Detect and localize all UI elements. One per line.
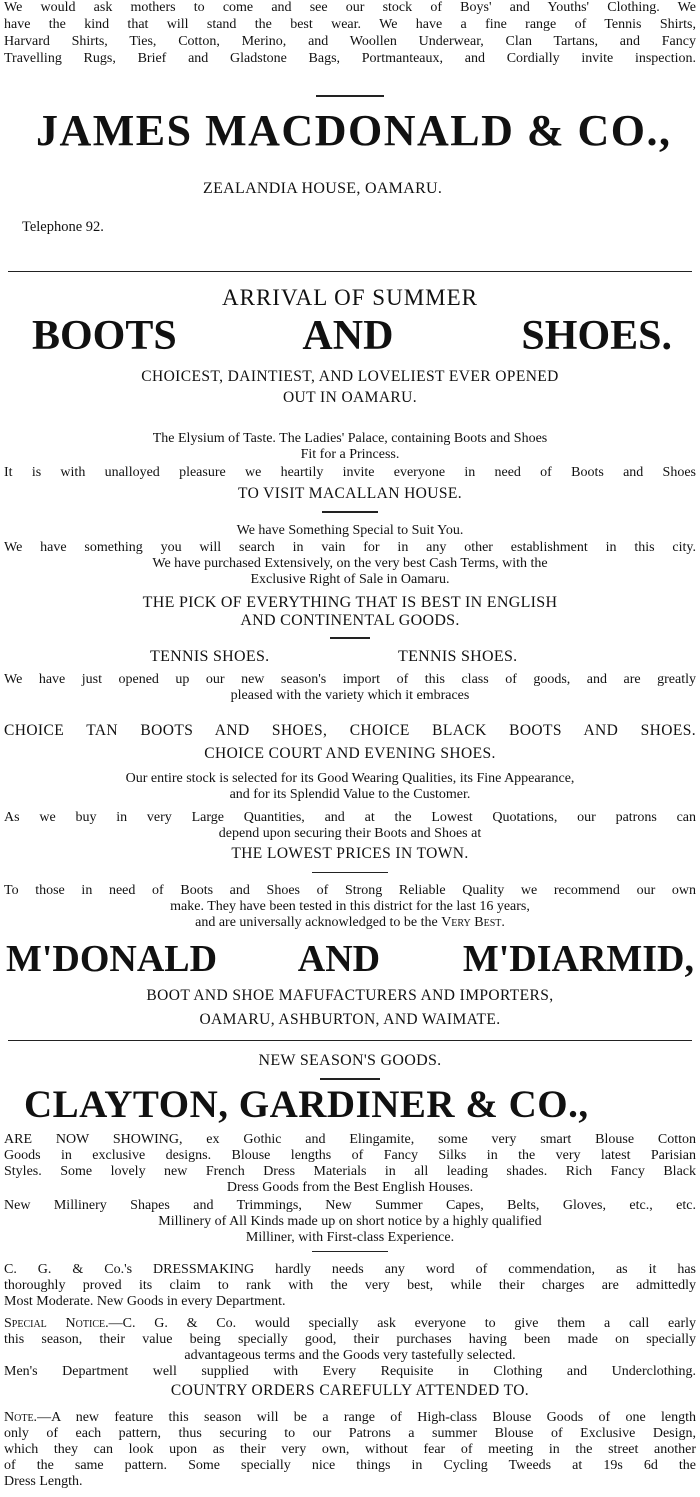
buy-line: depend upon securing their Boots and Shoes at <box>218 826 482 841</box>
country-orders-line: COUNTRY ORDERS CAREFULLY ATTENDED TO. <box>170 1382 530 1399</box>
showing-line: ARE NOW SHOWING, ex Gothic and Elingamite, some very smart Blouse Cotton <box>4 1132 696 1147</box>
trade-line: BOOT AND SHOE MAFUFACTURERS AND IMPORTERS, <box>146 987 554 1004</box>
showing-line: Dress Goods from the Best English Houses. <box>226 1180 474 1195</box>
mens-department-line: Men's Department well supplied with Every Requisite in Clothing and Underclothing. <box>4 1364 696 1379</box>
subheading-line: CHOICEST, DAINTIEST, AND LOVELIEST EVER OPENED <box>141 368 559 385</box>
dressmaking-line: Most Moderate. New Goods in every Department. <box>4 1294 286 1309</box>
pick-line: AND CONTINENTAL GOODS. <box>240 612 460 629</box>
firm-name-clayton-gardiner: CLAYTON, GARDINER & CO., <box>24 1083 589 1126</box>
elysium-line: Fit for a Princess. <box>300 447 400 462</box>
intro-line: We would ask mothers to come and see our stock of Boys' and Youths' Clothing. We <box>4 0 696 15</box>
special-notice-line: advantageous terms and the Goods very tastefully selected. <box>184 1348 516 1363</box>
special-line: We have Something Special to Suit You. <box>236 523 464 538</box>
reliable-line: make. They have been tested in this district for the last 16 years, <box>170 899 530 914</box>
very-best-text: Very Best. <box>441 915 505 930</box>
intro-line: Travelling Rugs, Brief and Gladstone Bags, Portmanteaux, and Cordially invite inspection. <box>4 51 696 66</box>
ornament-divider <box>320 1078 380 1080</box>
note-line <box>4 1410 696 1426</box>
note-line: only of each pattern, thus securing to our Patrons a summer Blouse of Exclusive Design, <box>4 1426 696 1441</box>
millinery-line: Milliner, with First-class Experience. <box>245 1230 455 1245</box>
pick-line: THE PICK OF EVERYTHING THAT IS BEST IN ENGLISH <box>142 594 558 611</box>
elysium-line: The Elysium of Taste. The Ladies' Palace, containing Boots and Shoes <box>152 431 548 446</box>
millinery-line: New Millinery Shapes and Trimmings, New Summer Capes, Belts, Gloves, etc., etc. <box>4 1198 696 1213</box>
firm-name-mdonald-mdiarmid: M'DONALD AND M'DIARMID, <box>6 938 694 980</box>
stock-line: and for its Splendid Value to the Customer. <box>229 787 471 802</box>
special-notice-line: this season, their value being specially good, their purchases having been made on specially <box>4 1332 696 1347</box>
stock-line: Our entire stock is selected for its Good Wearing Qualities, its Fine Appearance, <box>125 771 575 786</box>
short-divider <box>312 872 388 873</box>
note-text: —A new feature this season will be a range of High-class Blouse Goods of one length <box>37 1410 696 1425</box>
subheading-line: OUT IN OAMARU. <box>282 389 418 406</box>
choice-line: CHOICE COURT AND EVENING SHOES. <box>204 745 496 762</box>
lowest-prices-line: THE LOWEST PRICES IN TOWN. <box>231 845 469 862</box>
address-line: ZEALANDIA HOUSE, OAMARU. <box>203 180 443 197</box>
section-divider <box>8 1040 692 1041</box>
special-line: Exclusive Right of Sale in Oamaru. <box>250 572 450 587</box>
tennis-shoes-left: TENNIS SHOES. <box>150 648 270 665</box>
note-line: of the same pattern. Some specially nice things in Cycling Tweeds at 19s 6d the <box>4 1458 696 1473</box>
firm-name-james-macdonald: JAMES MACDONALD & CO., <box>36 106 672 155</box>
special-notice-line <box>4 1316 696 1332</box>
ornament-divider <box>322 511 378 513</box>
headline-new-seasons-goods: NEW SEASON'S GOODS. <box>258 1052 442 1069</box>
dressmaking-line: thoroughly proved its claim to rank with the very best, while their charges are admittedly <box>4 1278 696 1293</box>
short-divider <box>312 1251 388 1252</box>
millinery-line: Millinery of All Kinds made up on short notice by a highly qualified <box>158 1214 542 1229</box>
note-line: which they can look upon as their very own, without fear of meeting in the street another <box>4 1442 696 1457</box>
import-line: pleased with the variety which it embraces <box>230 688 470 703</box>
visit-macallan-line: TO VISIT MACALLAN HOUSE. <box>237 485 463 502</box>
special-notice-text: —C. G. & Co. would specially ask everyone to give them a call early <box>108 1316 696 1331</box>
big-title-boots-and-shoes: BOOTS AND SHOES. <box>32 313 672 359</box>
import-line: We have just opened up our new season's import of this class of goods, and are greatly <box>4 672 696 687</box>
buy-line: As we buy in very Large Quantities, and at the Lowest Quotations, our patrons can <box>4 810 696 825</box>
intro-line: Harvard Shirts, Ties, Cotton, Merino, and Woollen Underwear, Clan Tartans, and Fancy <box>4 34 696 49</box>
note-label: Note. <box>4 1410 38 1425</box>
showing-line: Goods in exclusive designs. Blouse lengths of Fancy Silks in the very latest Parisian <box>4 1148 696 1163</box>
ornament-divider <box>316 95 384 97</box>
reliable-text: and are universally acknowledged to be the <box>195 915 442 930</box>
section-divider <box>8 271 692 272</box>
choice-line: CHOICE TAN BOOTS AND SHOES, CHOICE BLACK BOOTS AND SHOES. <box>4 722 696 739</box>
special-line: We have something you will search in vain for in any other establishment in this city. <box>4 540 696 555</box>
headline-arrival-of-summer: ARRIVAL OF SUMMER <box>222 285 478 310</box>
note-line: Dress Length. <box>4 1474 83 1489</box>
showing-line: Styles. Some lovely new French Dress Materials in all leading shades. Rich Fancy Black <box>4 1164 696 1179</box>
telephone-line: Telephone 92. <box>22 219 104 235</box>
special-line: We have purchased Extensively, on the very best Cash Terms, with the <box>152 556 548 571</box>
reliable-line: To those in need of Boots and Shoes of Strong Reliable Quality we recommend our own <box>4 883 696 898</box>
reliable-line-last <box>0 915 700 931</box>
towns-line: OAMARU, ASHBURTON, AND WAIMATE. <box>199 1011 501 1028</box>
tennis-shoes-right: TENNIS SHOES. <box>398 648 518 665</box>
special-notice-label: Special Notice. <box>4 1316 109 1331</box>
dressmaking-line: C. G. & Co.'s DRESSMAKING hardly needs any word of commendation, as it has <box>4 1262 696 1277</box>
intro-line: have the kind that will stand the best wear. We have a fine range of Tennis Shirts, <box>4 17 696 32</box>
pleasure-line: It is with unalloyed pleasure we heartily invite everyone in need of Boots and Shoes <box>4 465 696 480</box>
ornament-divider <box>330 637 370 639</box>
